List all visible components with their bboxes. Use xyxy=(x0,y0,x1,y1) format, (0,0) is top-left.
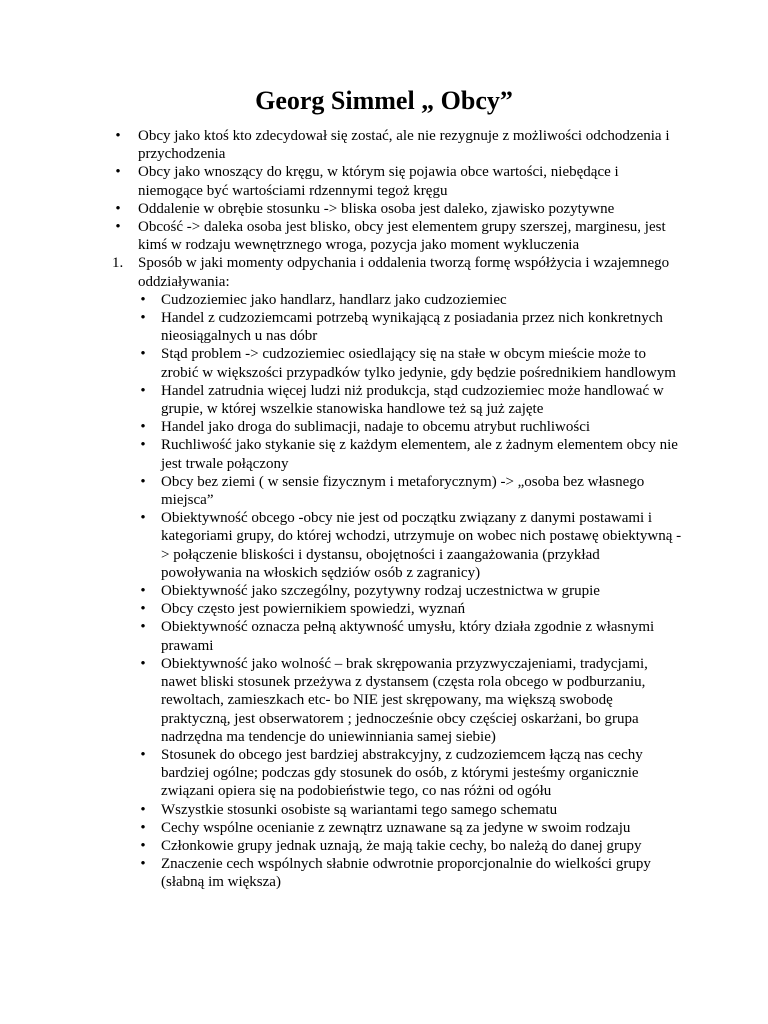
sub-list-item xyxy=(138,801,682,819)
numbered-item-text: Sposób w jaki momenty odpychania i oddalenia tworzą formę współżycia i wzajemnego oddziaływania: xyxy=(138,255,670,290)
bullet-icon: • xyxy=(140,819,146,836)
list-item-text: Obcość -> daleka osoba jest blisko, obcy jest elementem grupy szerszej, marginesu, jest kimś w rodzaju wewnętrznego wroga, pozycja jako moment wykluczenia xyxy=(138,219,666,254)
sub-list-item xyxy=(138,655,682,746)
bullet-icon: • xyxy=(140,655,146,672)
bullet-icon: • xyxy=(140,473,146,490)
list-number: 1. xyxy=(112,255,124,272)
bullet-icon: • xyxy=(115,128,121,144)
bullet-icon: • xyxy=(140,346,146,363)
bullet-icon: • xyxy=(115,200,121,217)
list-item xyxy=(112,127,682,163)
sub-list-item-text: Handel z cudzoziemcami potrzebą wynikającą z posiadania przez nich konkretnych nieosiągalnych u nas dóbr xyxy=(161,310,663,345)
bullet-icon: • xyxy=(115,164,121,181)
bullet-icon: • xyxy=(115,219,121,236)
sub-list-item-text: Wszystkie stosunki osobiste są wariantami tego samego schematu xyxy=(161,801,558,818)
bullet-icon: • xyxy=(140,310,146,327)
sub-list-item-text: Obiektywność oznacza pełną aktywność umysłu, który działa zgodnie z własnymi prawami xyxy=(161,619,655,654)
bullet-icon: • xyxy=(140,801,146,818)
sub-list-item-text: Cudzoziemiec jako handlarz, handlarz jako cudzoziemiec xyxy=(161,291,507,308)
sub-list-item-text: Obiektywność jako szczególny, pozytywny rodzaj uczestnictwa w grupie xyxy=(161,583,600,600)
list-item-text: Obcy jako ktoś kto zdecydował się zostać, ale nie rezygnuje z możliwości odchodzenia i przychodzenia xyxy=(138,128,670,163)
sub-list-item xyxy=(138,291,682,309)
sub-list-item xyxy=(138,309,682,345)
sub-list-item xyxy=(138,600,682,618)
sub-list-item-text: Obiektywność obcego -obcy nie jest od początku związany z danymi postawami i kategoriami grupy, do której wchodzi, utrzymuje on wobec nich postawę obiektywną -> połączenie bliskości i dystansu, obojętności i zaangażowania (przykład powoływania na włoskich sędziów osób z zagranicy) xyxy=(161,510,682,581)
sub-list-item xyxy=(138,382,682,418)
list-item-text: Oddalenie w obrębie stosunku -> bliska osoba jest daleko, zjawisko pozytywne xyxy=(138,200,615,217)
sub-list-item xyxy=(138,436,682,472)
sub-list-item xyxy=(138,345,682,381)
sub-list-item xyxy=(138,473,682,509)
bullet-icon: • xyxy=(140,382,146,399)
sub-list-item-text: Stąd problem -> cudzoziemiec osiedlający się na stałe w obcym mieście może to zrobić w większości przypadków tylko jedynie, gdy będzie pośrednikiem handlowym xyxy=(161,346,676,381)
document-body xyxy=(112,127,682,892)
list-item xyxy=(112,218,682,254)
sub-list-item-text: Obiektywność jako wolność – brak skrępowania przyzwyczajeniami, tradycjami, nawet bliski stosunek przeżywa z dystansem (częsta rola obcego w podburzaniu, rewoltach, zamieszkach etc- bo NIE jest skrępowany, ma większą swobodę praktyczną, jest obserwatorem ; jednocześnie obcy częściej oskarżani, bo grupa nadrzędna ma tendencje do uniewinniania samej siebie) xyxy=(161,655,648,745)
sub-list-item-text: Członkowie grupy jednak uznają, że mają takie cechy, bo należą do danej grupy xyxy=(161,837,642,854)
sub-list-item xyxy=(138,418,682,436)
sub-bullet-list xyxy=(138,291,682,892)
bullet-icon: • xyxy=(140,419,146,436)
sub-list-item xyxy=(138,582,682,600)
bullet-icon: • xyxy=(140,291,146,308)
list-item xyxy=(112,163,682,199)
numbered-list-item xyxy=(112,254,682,891)
sub-list-item-text: Znaczenie cech wspólnych słabnie odwrotnie proporcjonalnie do wielkości grupy (słabną im większa) xyxy=(161,856,651,891)
sub-list-item xyxy=(138,746,682,801)
list-item-text: Obcy jako wnoszący do kręgu, w którym się pojawia obce wartości, niebędące i niemogące być wartościami rdzennymi tegoż kręgu xyxy=(138,164,619,199)
sub-list-item-text: Stosunek do obcego jest bardziej abstrakcyjny, z cudzoziemcem łączą nas cechy bardziej ogólne; podczas gdy stosunek do osób, z którymi jesteśmy organicznie związani opiera się na podobieństwie tego, co nas różni od ogółu xyxy=(161,746,643,800)
list-item xyxy=(112,200,682,218)
sub-list-item xyxy=(138,837,682,855)
bullet-icon: • xyxy=(140,746,146,763)
sub-list-item-text: Handel jako droga do sublimacji, nadaje to obcemu atrybut ruchliwości xyxy=(161,419,591,436)
sub-list-item xyxy=(138,819,682,837)
sub-list-item-text: Cechy wspólne ocenianie z zewnątrz uznawane są za jedyne w swoim rodzaju xyxy=(161,819,631,836)
document-title: Georg Simmel „ Obcy” xyxy=(255,86,513,115)
bullet-icon: • xyxy=(140,437,146,454)
bullet-icon: • xyxy=(140,601,146,618)
sub-list-item xyxy=(138,855,682,891)
bullet-icon: • xyxy=(140,510,146,527)
bullet-icon: • xyxy=(140,619,146,636)
sub-list-item-text: Handel zatrudnia więcej ludzi niż produkcja, stąd cudzoziemiec może handlować w grupie, w której wszelkie stanowiska handlowe też są już zajęte xyxy=(161,382,664,418)
bullet-icon: • xyxy=(140,583,146,600)
bullet-icon: • xyxy=(140,856,146,873)
sub-list-item-text: Obcy bez ziemi ( w sensie fizycznym i metaforycznym) -> „osoba bez własnego miejsca” xyxy=(161,473,645,509)
sub-list-item xyxy=(138,509,682,582)
sub-list-item xyxy=(138,618,682,654)
bullet-list xyxy=(112,127,682,892)
sub-list-item-text: Obcy często jest powiernikiem spowiedzi, wyznań xyxy=(161,601,466,618)
bullet-icon: • xyxy=(140,837,146,854)
sub-list-item-text: Ruchliwość jako stykanie się z każdym elementem, ale z żadnym elementem obcy nie jest trwale połączony xyxy=(161,437,678,472)
